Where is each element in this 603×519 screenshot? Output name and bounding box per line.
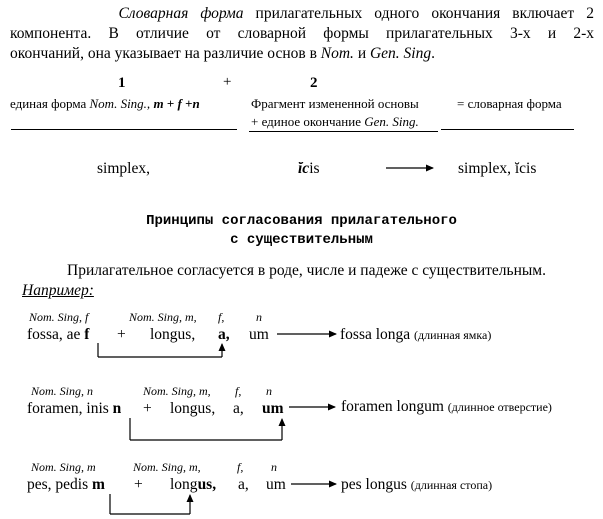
case-nom: Nom.: [320, 45, 354, 62]
intro-text: и: [353, 45, 370, 62]
noun-gender: m: [92, 476, 105, 493]
label-text: единая форма: [10, 96, 90, 111]
term-dictionary-form: Словарная форма: [118, 5, 244, 22]
noun-gender: f: [84, 326, 90, 343]
ex3-plus: +: [134, 476, 143, 493]
ex2-n-label: n: [266, 384, 272, 398]
ex3-n-label: n: [271, 460, 277, 474]
translation: (длинная ямка): [414, 328, 492, 342]
ex2-noun-case-label: Nom. Sing, n: [31, 384, 94, 398]
translation: (длинная стопа): [410, 478, 493, 492]
component-3-label: = словарная форма: [457, 96, 562, 111]
label-case: Gen. Sing.: [364, 114, 419, 129]
stem-fragment: ĭc: [298, 160, 310, 177]
intro-line-2: компонента. В отличие от словарной формы прилагательных 3-х и 2-х: [10, 25, 594, 42]
section-heading-line2: с существительным: [230, 232, 373, 248]
ex3-noun-case-label: Nom. Sing, m: [31, 460, 96, 474]
ex1-adj-case-label: Nom. Sing, m,: [129, 310, 197, 324]
ex1-plus: +: [117, 326, 126, 343]
translation: (длинное отверстие): [447, 400, 552, 414]
ex3-adj-f: a,: [238, 476, 249, 493]
result-phrase: foramen longum: [341, 398, 444, 415]
label-case: Nom. Sing.,: [89, 96, 154, 111]
ex2-adj-f: a,: [233, 400, 244, 417]
ex1-f-label: f,: [218, 310, 225, 324]
example-simplex: simplex,: [97, 160, 150, 177]
ex2-f-label: f,: [235, 384, 242, 398]
ending: is: [309, 160, 320, 177]
ex1-adj-f: a,: [218, 326, 230, 343]
label-text: + единое окончание: [251, 114, 365, 129]
ex2-adj-m: longus,: [170, 400, 216, 417]
component-number-2: 2: [310, 75, 318, 91]
intro-text: .: [431, 45, 435, 62]
example-dictionary-form: simplex, ĭcis: [458, 160, 537, 177]
result-phrase: pes longus: [341, 476, 407, 493]
ex1-adj-m: longus,: [150, 326, 196, 343]
example-label: Например:: [22, 282, 94, 299]
ex2-adj-case-label: Nom. Sing, m,: [143, 384, 211, 398]
ex1-noun-case-label: Nom. Sing, f: [29, 310, 89, 324]
agreement-rule: Прилагательное согласуется в роде, числе и падеже с существительным.: [67, 262, 546, 279]
adj-stem: long: [170, 476, 198, 493]
ex3-adj-case-label: Nom. Sing, m,: [133, 460, 201, 474]
noun-text: pes, pedis: [27, 476, 93, 493]
noun-text: foramen, inis: [27, 400, 113, 417]
ex3-adj-n: um: [266, 476, 286, 493]
ex1-n-label: n: [256, 310, 262, 324]
component-2-label-line1: Фрагмент измененной основы: [251, 96, 419, 111]
case-gen: Gen. Sing: [369, 45, 432, 62]
intro-text: прилагательных одного окончания включает 2: [243, 5, 595, 22]
ex2-adj-n: um: [262, 400, 284, 417]
gender-formula: m + f +n: [153, 96, 200, 111]
ex3-f-label: f,: [237, 460, 244, 474]
intro-text: окончаний, она указывает на различие основ в: [10, 45, 321, 62]
section-heading-line1: Принципы согласования прилагательного: [146, 213, 457, 229]
result-phrase: fossa longa: [340, 326, 411, 343]
plus-sign: +: [223, 74, 232, 90]
noun-text: fossa, ae: [27, 326, 85, 343]
component-number-1: 1: [118, 75, 126, 91]
ex2-plus: +: [143, 400, 152, 417]
adj-ending: us,: [197, 476, 217, 493]
ex1-adj-n: um: [249, 326, 269, 343]
noun-gender: n: [112, 400, 122, 417]
